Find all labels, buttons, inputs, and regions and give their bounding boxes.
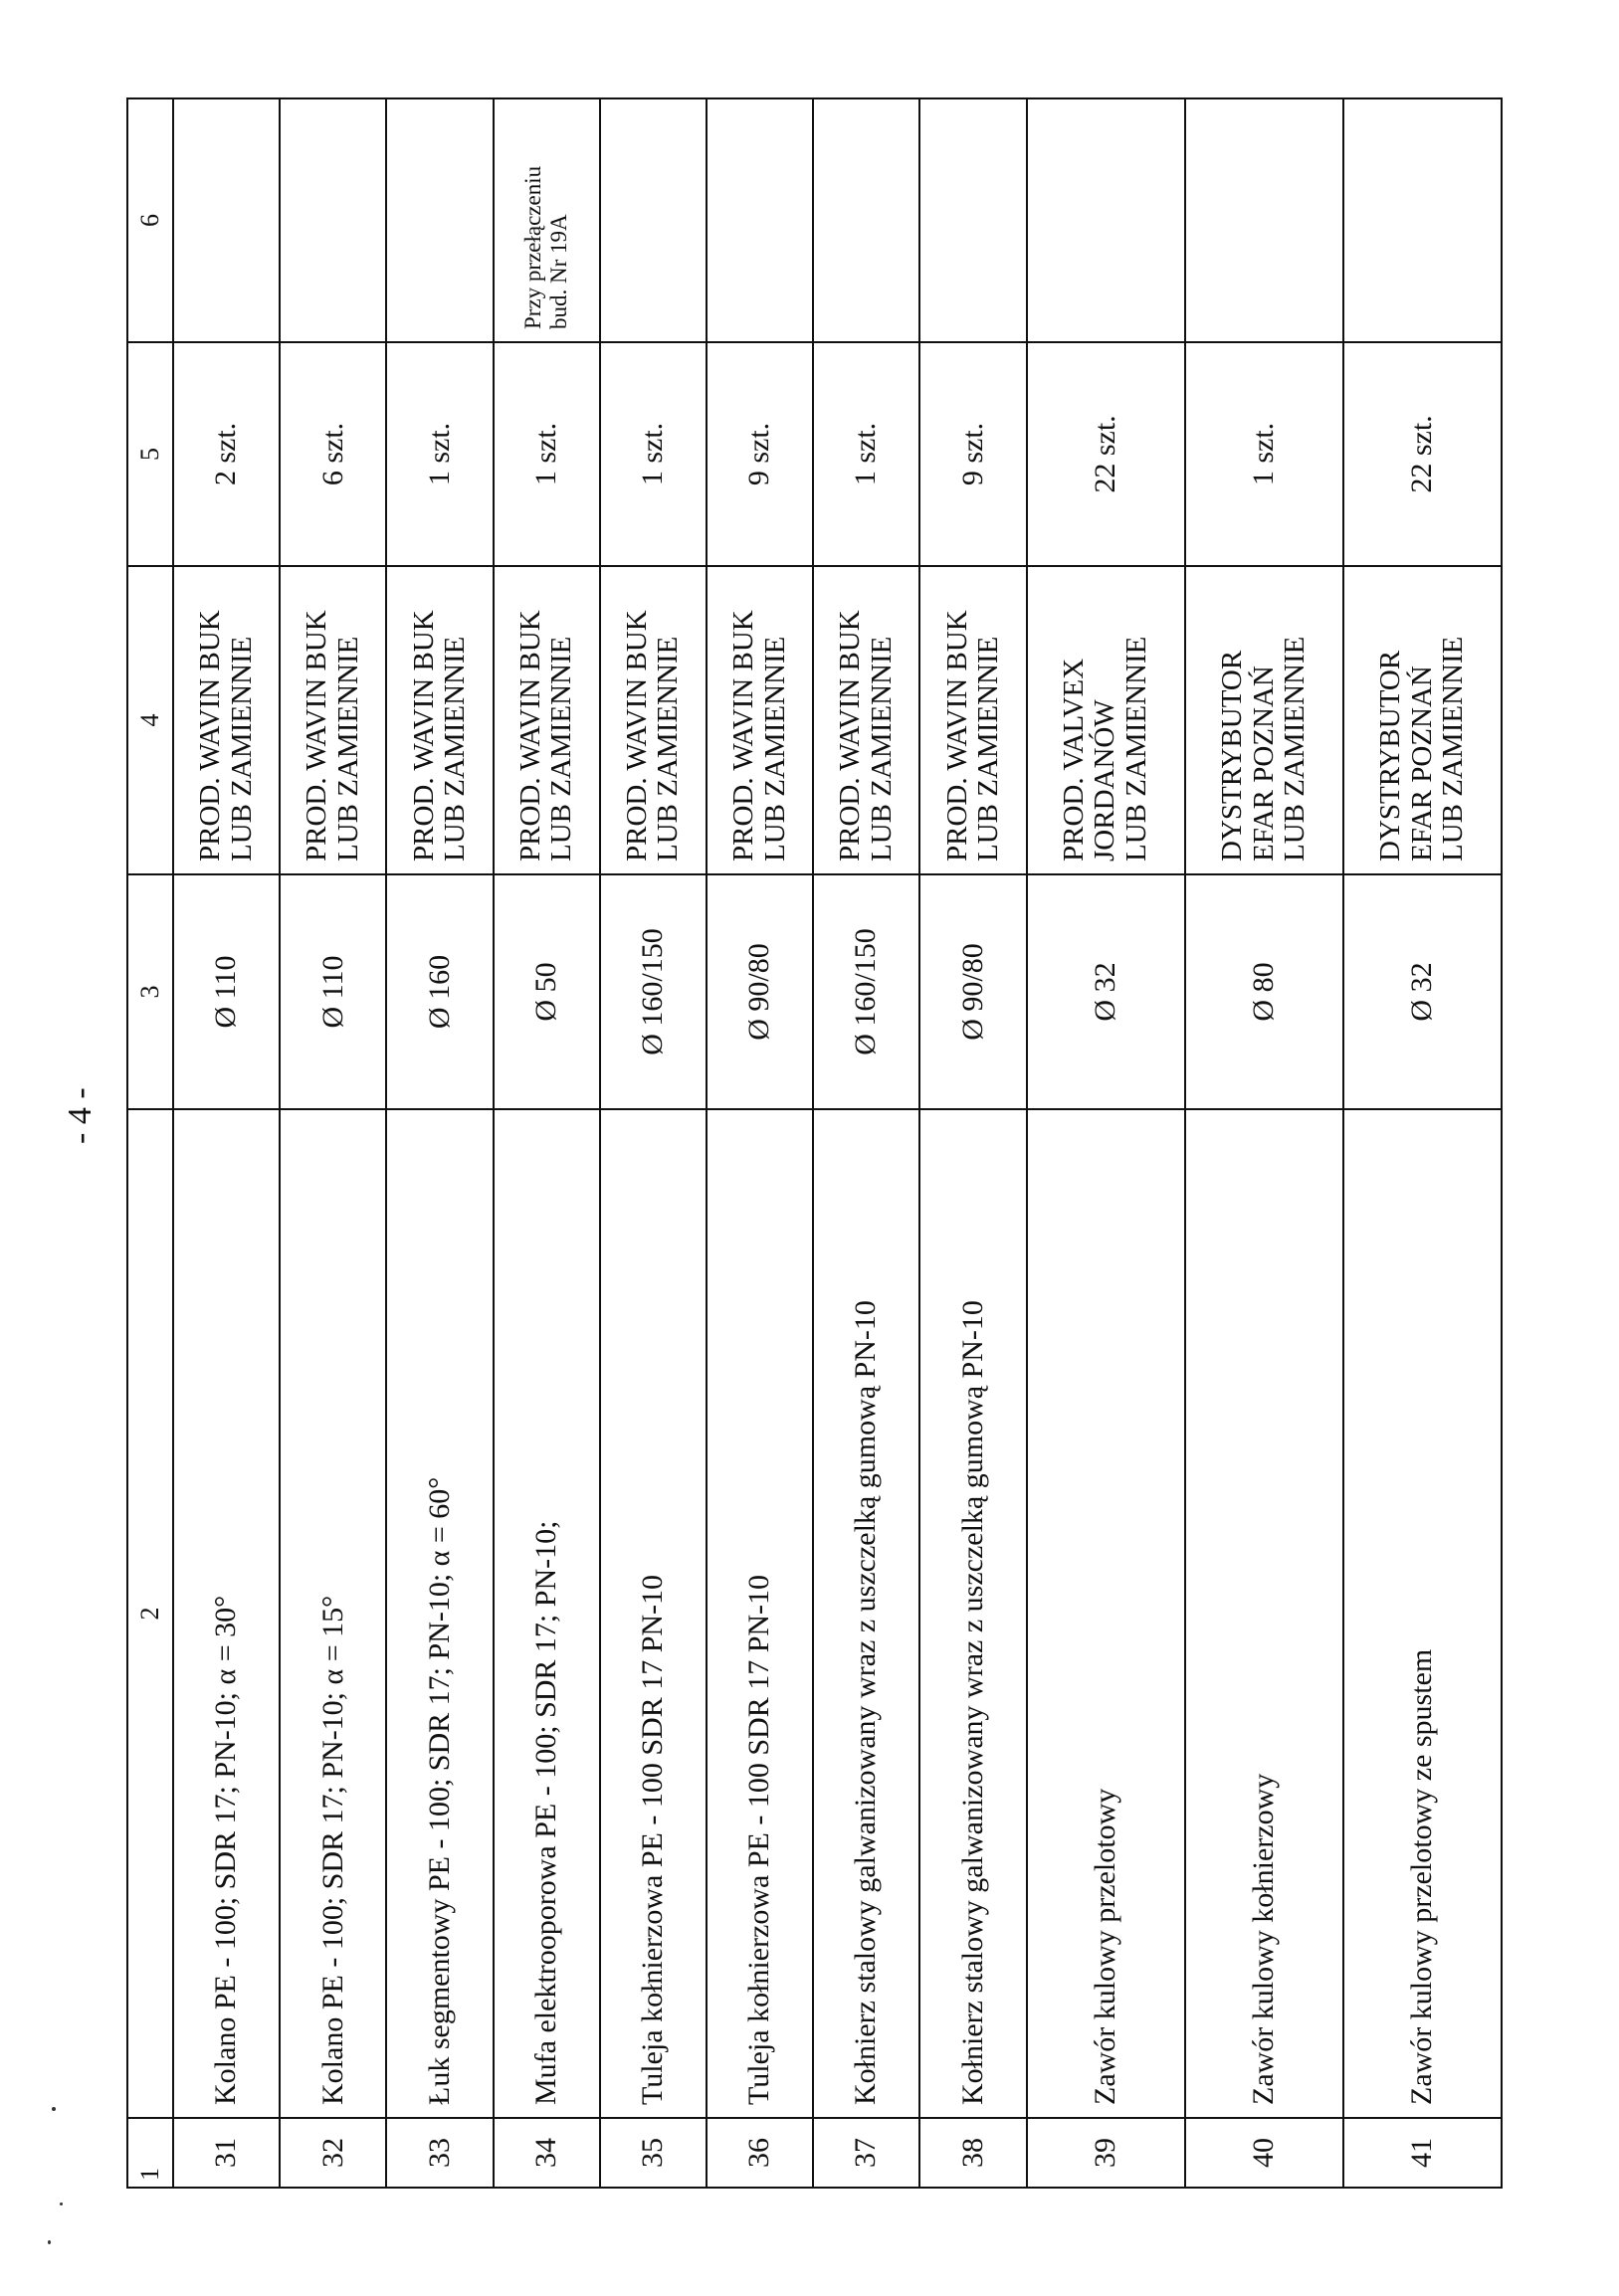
manufacturer-line: PROD. WAVIN BUK xyxy=(407,610,440,861)
item-quantity: 22 szt. xyxy=(1343,342,1502,566)
manufacturer-line: LUB ZAMIENNIE xyxy=(545,636,578,861)
manufacturer-line: LUB ZAMIENNIE xyxy=(971,636,1004,861)
manufacturer-line: PROD. WAVIN BUK xyxy=(727,610,760,861)
table-row xyxy=(173,98,280,2188)
item-quantity: 1 szt. xyxy=(386,342,493,566)
item-quantity: 1 szt. xyxy=(494,342,600,566)
item-remarks xyxy=(1027,98,1185,342)
item-quantity: 1 szt. xyxy=(600,342,707,566)
item-number: 36 xyxy=(707,2118,813,2188)
item-number: 32 xyxy=(280,2118,386,2188)
manufacturer-line: EFAR POZNAŃ xyxy=(1247,666,1280,861)
col-header-3: 3 xyxy=(127,874,173,1109)
manufacturer-line: JORDANÓW xyxy=(1089,699,1121,861)
manufacturer-line: PROD. WAVIN BUK xyxy=(940,610,973,861)
scan-speck xyxy=(52,2107,56,2111)
manufacturer-line: PROD. VALVEX xyxy=(1058,658,1091,861)
col-header-4: 4 xyxy=(127,566,173,874)
col-header-1: 1 xyxy=(127,2118,173,2188)
manufacturer-line: LUB ZAMIENNIE xyxy=(438,636,471,861)
item-quantity: 1 szt. xyxy=(1185,342,1343,566)
item-description: Kolano PE - 100; SDR 17; PN-10; α = 30° xyxy=(173,1109,280,2118)
item-remarks xyxy=(1343,98,1502,342)
item-remarks xyxy=(1185,98,1343,342)
item-diameter: Ø 32 xyxy=(1343,874,1502,1109)
item-remarks xyxy=(280,98,386,342)
item-number: 33 xyxy=(386,2118,493,2188)
item-diameter: Ø 90/80 xyxy=(919,874,1026,1109)
manufacturer-line: PROD. WAVIN BUK xyxy=(513,610,546,861)
item-manufacturer xyxy=(600,566,707,874)
manufacturer-line: EFAR POZNAŃ xyxy=(1405,666,1438,861)
item-remarks xyxy=(173,98,280,342)
item-remarks xyxy=(386,98,493,342)
manufacturer-line: PROD. WAVIN BUK xyxy=(301,610,333,861)
table-row xyxy=(280,98,386,2188)
item-diameter: Ø 50 xyxy=(494,874,600,1109)
item-description: Łuk segmentowy PE - 100; SDR 17; PN-10; α = 60° xyxy=(386,1109,493,2118)
item-description: Zawór kulowy przelotowy ze spustem xyxy=(1343,1109,1502,2118)
item-diameter: Ø 160/150 xyxy=(813,874,919,1109)
materials-table xyxy=(126,97,1503,2189)
item-diameter: Ø 32 xyxy=(1027,874,1185,1109)
item-diameter: Ø 160 xyxy=(386,874,493,1109)
table-row xyxy=(707,98,813,2188)
table-body xyxy=(127,98,1502,2188)
item-remarks xyxy=(600,98,707,342)
item-description: Zawór kulowy kołnierzowy xyxy=(1185,1109,1343,2118)
table-row xyxy=(919,98,1026,2188)
manufacturer-line: DYSTRYBUTOR xyxy=(1374,650,1407,861)
manufacturer-line: LUB ZAMIENNIE xyxy=(652,636,685,861)
item-diameter: Ø 80 xyxy=(1185,874,1343,1109)
item-number: 37 xyxy=(813,2118,919,2188)
item-remarks xyxy=(919,98,1026,342)
header-row xyxy=(127,98,173,2188)
manufacturer-line: PROD. WAVIN BUK xyxy=(621,610,654,861)
item-manufacturer xyxy=(1185,566,1343,874)
item-number: 31 xyxy=(173,2118,280,2188)
page-number: - 4 - xyxy=(62,1087,99,1144)
manufacturer-line: LUB ZAMIENNIE xyxy=(331,636,364,861)
scan-speck xyxy=(48,2240,51,2244)
item-description: Zawór kulowy przelotowy xyxy=(1027,1109,1185,2118)
manufacturer-line: LUB ZAMIENNIE xyxy=(758,636,791,861)
item-manufacturer xyxy=(386,566,493,874)
item-manufacturer xyxy=(1027,566,1185,874)
col-header-6: 6 xyxy=(127,98,173,342)
manufacturer-line: PROD. WAVIN BUK xyxy=(194,610,227,861)
item-description: Kolano PE - 100; SDR 17; PN-10; α = 15° xyxy=(280,1109,386,2118)
col-header-5: 5 xyxy=(127,342,173,566)
table-row xyxy=(813,98,919,2188)
scan-speck xyxy=(60,2202,63,2205)
item-remarks xyxy=(707,98,813,342)
item-number: 35 xyxy=(600,2118,707,2188)
manufacturer-line: LUB ZAMIENNIE xyxy=(225,636,258,861)
item-description: Tuleja kołnierzowa PE - 100 SDR 17 PN-10 xyxy=(707,1109,813,2118)
table-row xyxy=(600,98,707,2188)
table-row xyxy=(1343,98,1502,2188)
item-diameter: Ø 160/150 xyxy=(600,874,707,1109)
col-header-2: 2 xyxy=(127,1109,173,2118)
table-row xyxy=(494,98,600,2188)
item-quantity: 9 szt. xyxy=(919,342,1026,566)
manufacturer-line: LUB ZAMIENNIE xyxy=(865,636,898,861)
manufacturer-line: LUB ZAMIENNIE xyxy=(1278,636,1311,861)
item-manufacturer xyxy=(919,566,1026,874)
remark-line: bud. Nr 19A xyxy=(546,214,572,329)
manufacturer-line: PROD. WAVIN BUK xyxy=(834,610,867,861)
remark-line: Przy przełączeniu xyxy=(519,165,545,329)
item-quantity: 9 szt. xyxy=(707,342,813,566)
item-remarks xyxy=(813,98,919,342)
item-manufacturer xyxy=(707,566,813,874)
item-quantity: 1 szt. xyxy=(813,342,919,566)
item-manufacturer xyxy=(494,566,600,874)
item-manufacturer xyxy=(173,566,280,874)
item-diameter: Ø 110 xyxy=(280,874,386,1109)
item-description: Mufa elektrooporowa PE - 100; SDR 17; PN-10; xyxy=(494,1109,600,2118)
item-diameter: Ø 90/80 xyxy=(707,874,813,1109)
item-number: 39 xyxy=(1027,2118,1185,2188)
item-quantity: 22 szt. xyxy=(1027,342,1185,566)
item-manufacturer xyxy=(813,566,919,874)
item-remarks xyxy=(494,98,600,342)
item-quantity: 2 szt. xyxy=(173,342,280,566)
manufacturer-line: LUB ZAMIENNIE xyxy=(1119,636,1152,861)
item-number: 40 xyxy=(1185,2118,1343,2188)
item-number: 41 xyxy=(1343,2118,1502,2188)
item-manufacturer xyxy=(280,566,386,874)
table-row xyxy=(386,98,493,2188)
table-row xyxy=(1185,98,1343,2188)
manufacturer-line: DYSTRYBUTOR xyxy=(1216,650,1249,861)
item-manufacturer xyxy=(1343,566,1502,874)
manufacturer-line: LUB ZAMIENNIE xyxy=(1437,636,1470,861)
table-row xyxy=(1027,98,1185,2188)
item-diameter: Ø 110 xyxy=(173,874,280,1109)
rotated-table-wrapper xyxy=(126,99,1503,2189)
item-description: Kołnierz stalowy galwanizowany wraz z uszczelką gumową PN-10 xyxy=(813,1109,919,2118)
item-quantity: 6 szt. xyxy=(280,342,386,566)
item-description: Tuleja kołnierzowa PE - 100 SDR 17 PN-10 xyxy=(600,1109,707,2118)
item-description: Kołnierz stalowy galwanizowany wraz z uszczelką gumową PN-10 xyxy=(919,1109,1026,2118)
item-number: 38 xyxy=(919,2118,1026,2188)
item-number: 34 xyxy=(494,2118,600,2188)
